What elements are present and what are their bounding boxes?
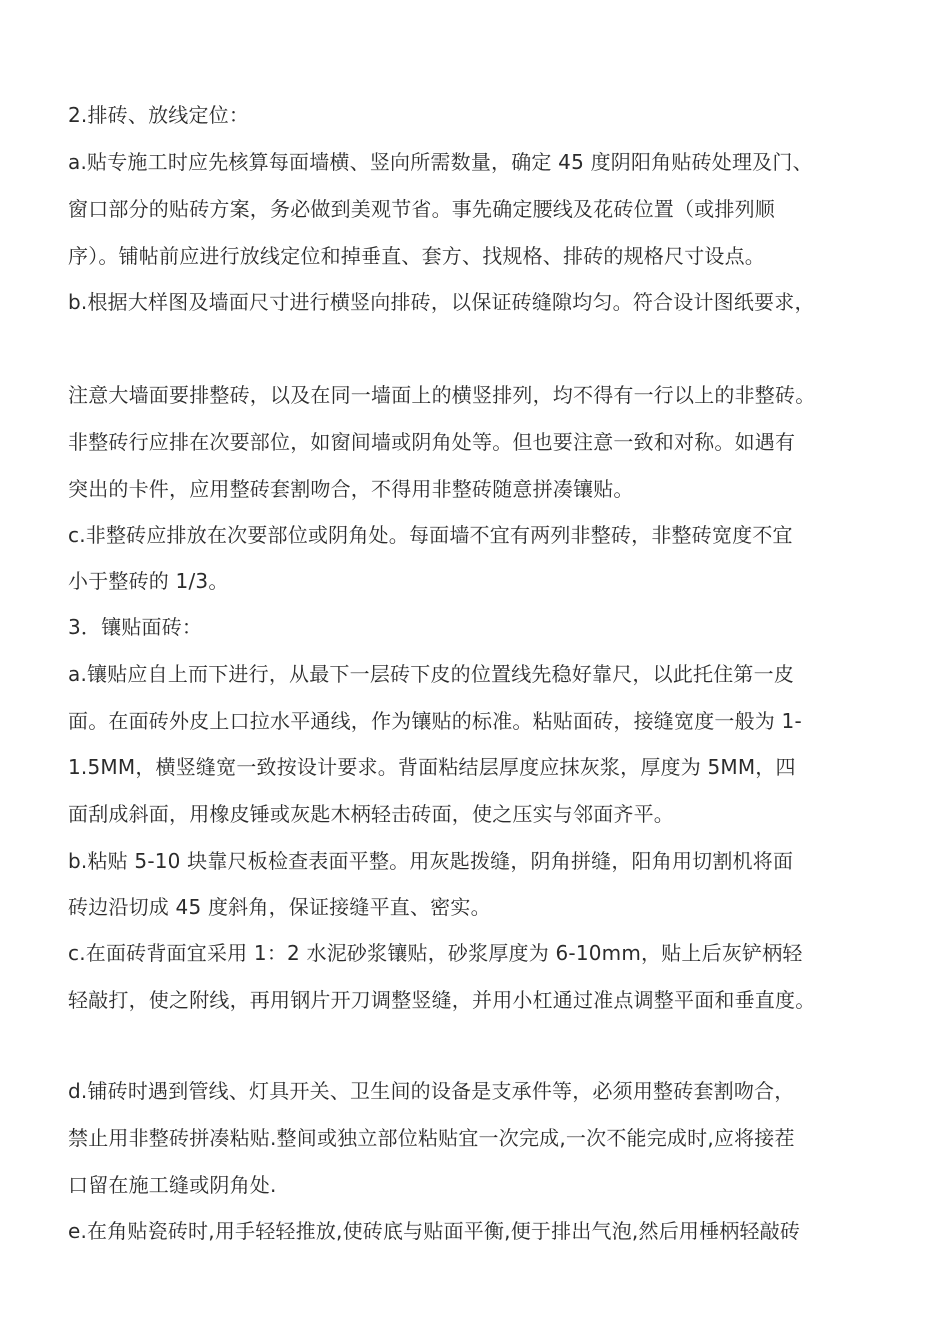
text-line: c.在面砖背面宜采用 1：2 水泥砂浆镶贴，砂浆厚度为 6-10mm，贴上后灰铲柄轻 [68, 941, 803, 965]
text-line: 小于整砖的 1/3。 [68, 569, 229, 593]
text-line: 1.5MM，横竖缝宽一致按设计要求。背面粘结层厚度应抹灰浆，厚度为 5MM，四 [68, 755, 796, 779]
text-line: 序）。铺帖前应进行放线定位和掉垂直、套方、找规格、排砖的规格尺寸设点。 [68, 244, 765, 268]
text-line: 注意大墙面要排整砖，以及在同一墙面上的横竖排列，均不得有一行以上的非整砖。 [68, 383, 816, 407]
text-line: a.贴专施工时应先核算每面墙横、竖向所需数量，确定 45 度阴阳角贴砖处理及门、 [68, 150, 813, 174]
text-line: 面。在面砖外皮上口拉水平通线，作为镶贴的标准。粘贴面砖，接缝宽度一般为 1- [68, 709, 802, 733]
text-line: 砖边沿切成 45 度斜角，保证接缝平直、密实。 [68, 895, 491, 919]
text-line: d.铺砖时遇到管线、灯具开关、卫生间的设备是支承件等，必须用整砖套割吻合， [68, 1079, 795, 1103]
text-line: 面刮成斜面，用橡皮锤或灰匙木柄轻击砖面，使之压实与邻面齐平。 [68, 802, 674, 826]
text-line: 非整砖行应排在次要部位，如窗间墙或阴角处等。但也要注意一致和对称。如遇有 [68, 430, 796, 454]
text-line: e.在角贴瓷砖时,用手轻轻推放,使砖底与贴面平衡,便于排出气泡,然后用棰柄轻敲砖 [68, 1219, 801, 1243]
text-line: b.根据大样图及墙面尺寸进行横竖向排砖，以保证砖缝隙均匀。符合设计图纸要求， [68, 290, 815, 314]
text-line: 口留在施工缝或阴角处. [68, 1173, 277, 1197]
text-line: 轻敲打，使之附线，再用钢片开刀调整竖缝，并用小杠通过准点调整平面和垂直度。 [68, 988, 816, 1012]
text-line: 窗口部分的贴砖方案，务必做到美观节省。事先确定腰线及花砖位置（或排列顺 [68, 197, 775, 221]
document-page [68, 0, 908, 1344]
text-line: 突出的卡件，应用整砖套割吻合，不得用非整砖随意拼凑镶贴。 [68, 477, 634, 501]
text-line: 禁止用非整砖拼凑粘贴.整间或独立部位粘贴宜一次完成,一次不能完成时,应将接茬 [68, 1126, 795, 1150]
text-line: 3．镶贴面砖： [68, 615, 203, 639]
text-line: a.镶贴应自上而下进行，从最下一层砖下皮的位置线先稳好靠尺，以此托住第一皮 [68, 662, 795, 686]
text-line: c.非整砖应排放在次要部位或阴角处。每面墙不宜有两列非整砖，非整砖宽度不宜 [68, 523, 793, 547]
text-line: b.粘贴 5-10 块靠尺板检查表面平整。用灰匙拨缝，阴角拼缝，阳角用切割机将面 [68, 849, 794, 873]
text-line: 2.排砖、放线定位： [68, 103, 250, 127]
